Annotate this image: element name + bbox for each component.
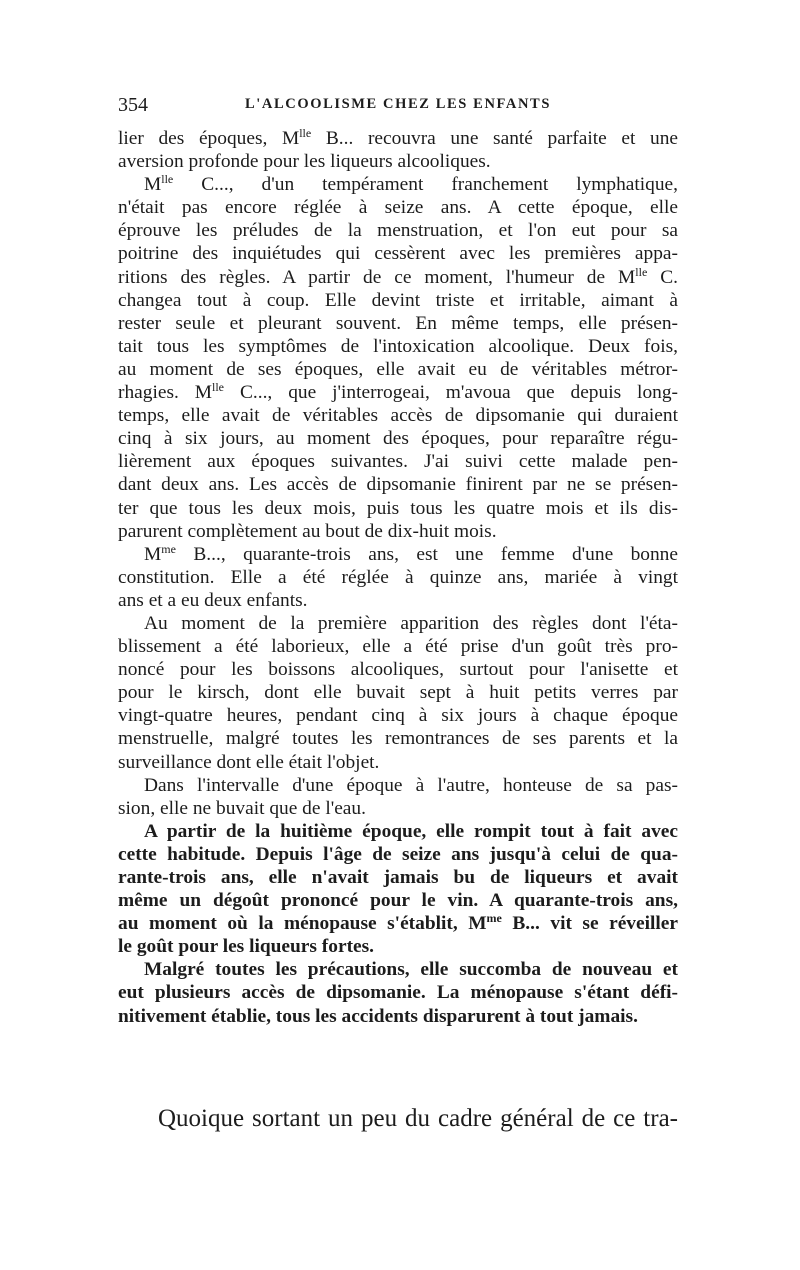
text-line: temps, elle avait de véritables accès de dipsomanie qui duraient	[118, 405, 678, 427]
text-line: lièrement aux époques suivantes. J'ai suivi cette malade pen-	[118, 451, 678, 473]
text-line: Dans l'intervalle d'une époque à l'autre, honteuse de sa pas-	[144, 774, 678, 796]
page-header	[118, 94, 678, 120]
text-line: aversion profonde pour les liqueurs alcooliques.	[118, 151, 491, 173]
text-line: cinq à six jours, au moment des époques, pour reparaître régu-	[118, 428, 678, 450]
text-line: même un dégoût prononcé pour le vin. A quarante-trois ans,	[118, 890, 678, 912]
text-line: $M^{lle}$ C..., d'un tempérament franchement lymphatique,	[144, 172, 678, 196]
text-line: changea tout à coup. Elle devint triste et irritable, aimant à	[118, 289, 678, 311]
text-line: Au moment de la première apparition des règles dont l'éta-	[144, 612, 678, 634]
text-line: A partir de la huitième époque, elle rompit tout à fait avec	[144, 820, 678, 842]
text-line: vingt-quatre heures, pendant cinq à six jours à chaque époque	[118, 705, 678, 727]
text-line: sion, elle ne buvait que de l'eau.	[118, 797, 366, 819]
text-line: ans et a eu deux enfants.	[118, 589, 308, 611]
running-title: L'ALCOOLISME CHEZ LES ENFANTS	[245, 96, 551, 112]
continuation-line: Quoique sortant un peu du cadre général de ce tra-	[158, 1105, 678, 1132]
text-line: tait tous les symptômes de l'intoxication alcoolique. Deux fois,	[118, 335, 678, 357]
text-line: surveillance dont elle était l'objet.	[118, 751, 380, 773]
text-line: au moment où la ménopause s'établit, $M^{me}$ B... vit se réveiller	[118, 911, 678, 935]
text-line: nitivement établie, tous les accidents disparurent à tout jamais.	[118, 1005, 638, 1027]
text-line: poitrine des inquiétudes qui cessèrent avec les premières appa-	[118, 243, 678, 265]
text-line: noncé pour les boissons alcooliques, surtout pour l'anisette et	[118, 659, 678, 681]
text-line: cette habitude. Depuis l'âge de seize ans jusqu'à celui de qua-	[118, 843, 678, 865]
text-line: pour le kirsch, dont elle buvait sept à huit petits verres par	[118, 682, 678, 704]
text-line: le goût pour les liqueurs fortes.	[118, 936, 375, 958]
text-line: dant deux ans. Les accès de dipsomanie finirent par ne se présen-	[118, 474, 678, 496]
text-line: menstruelle, malgré toutes les remontrances de ses parents et la	[118, 728, 678, 750]
text-line: au moment de ses époques, elle avait eu de véritables métror-	[118, 358, 678, 380]
text-line: rester seule et pleurant souvent. En même temps, elle présen-	[118, 312, 678, 334]
text-line: rhagies. $M^{lle}$ C..., que j'interrogeai, m'avoua que depuis long-	[118, 380, 678, 404]
text-line: parurent complètement au bout de dix-huit mois.	[118, 520, 497, 542]
text-line: éprouve les préludes de la menstruation, et l'on eut pour sa	[118, 220, 678, 242]
text-line: eut plusieurs accès de dipsomanie. La ménopause s'étant défi-	[118, 982, 678, 1004]
text-line: ritions des règles. A partir de ce moment, l'humeur de $M^{lle}$ C.	[118, 264, 678, 288]
text-line: lier des époques, $M^{lle}$ B... recouvra une santé parfaite et une	[118, 126, 678, 149]
text-line: n'était pas encore réglée à seize ans. A cette époque, elle	[118, 197, 678, 219]
text-line: ter que tous les deux mois, puis tous les quatre mois et ils dis-	[118, 497, 678, 519]
text-line: rante-trois ans, elle n'avait jamais bu de liqueurs et avait	[118, 867, 678, 888]
text-line: constitution. Elle a été réglée à quinze ans, mariée à vingt	[118, 566, 678, 588]
page-number: 354	[118, 94, 148, 116]
text-line: blissement a été laborieux, elle a été prise d'un goût très pro-	[118, 636, 678, 658]
text-line: $M^{me}$ B..., quarante-trois ans, est une femme d'une bonne	[144, 541, 678, 565]
body-text	[118, 127, 678, 1028]
text-line: Malgré toutes les précautions, elle succomba de nouveau et	[144, 959, 678, 981]
